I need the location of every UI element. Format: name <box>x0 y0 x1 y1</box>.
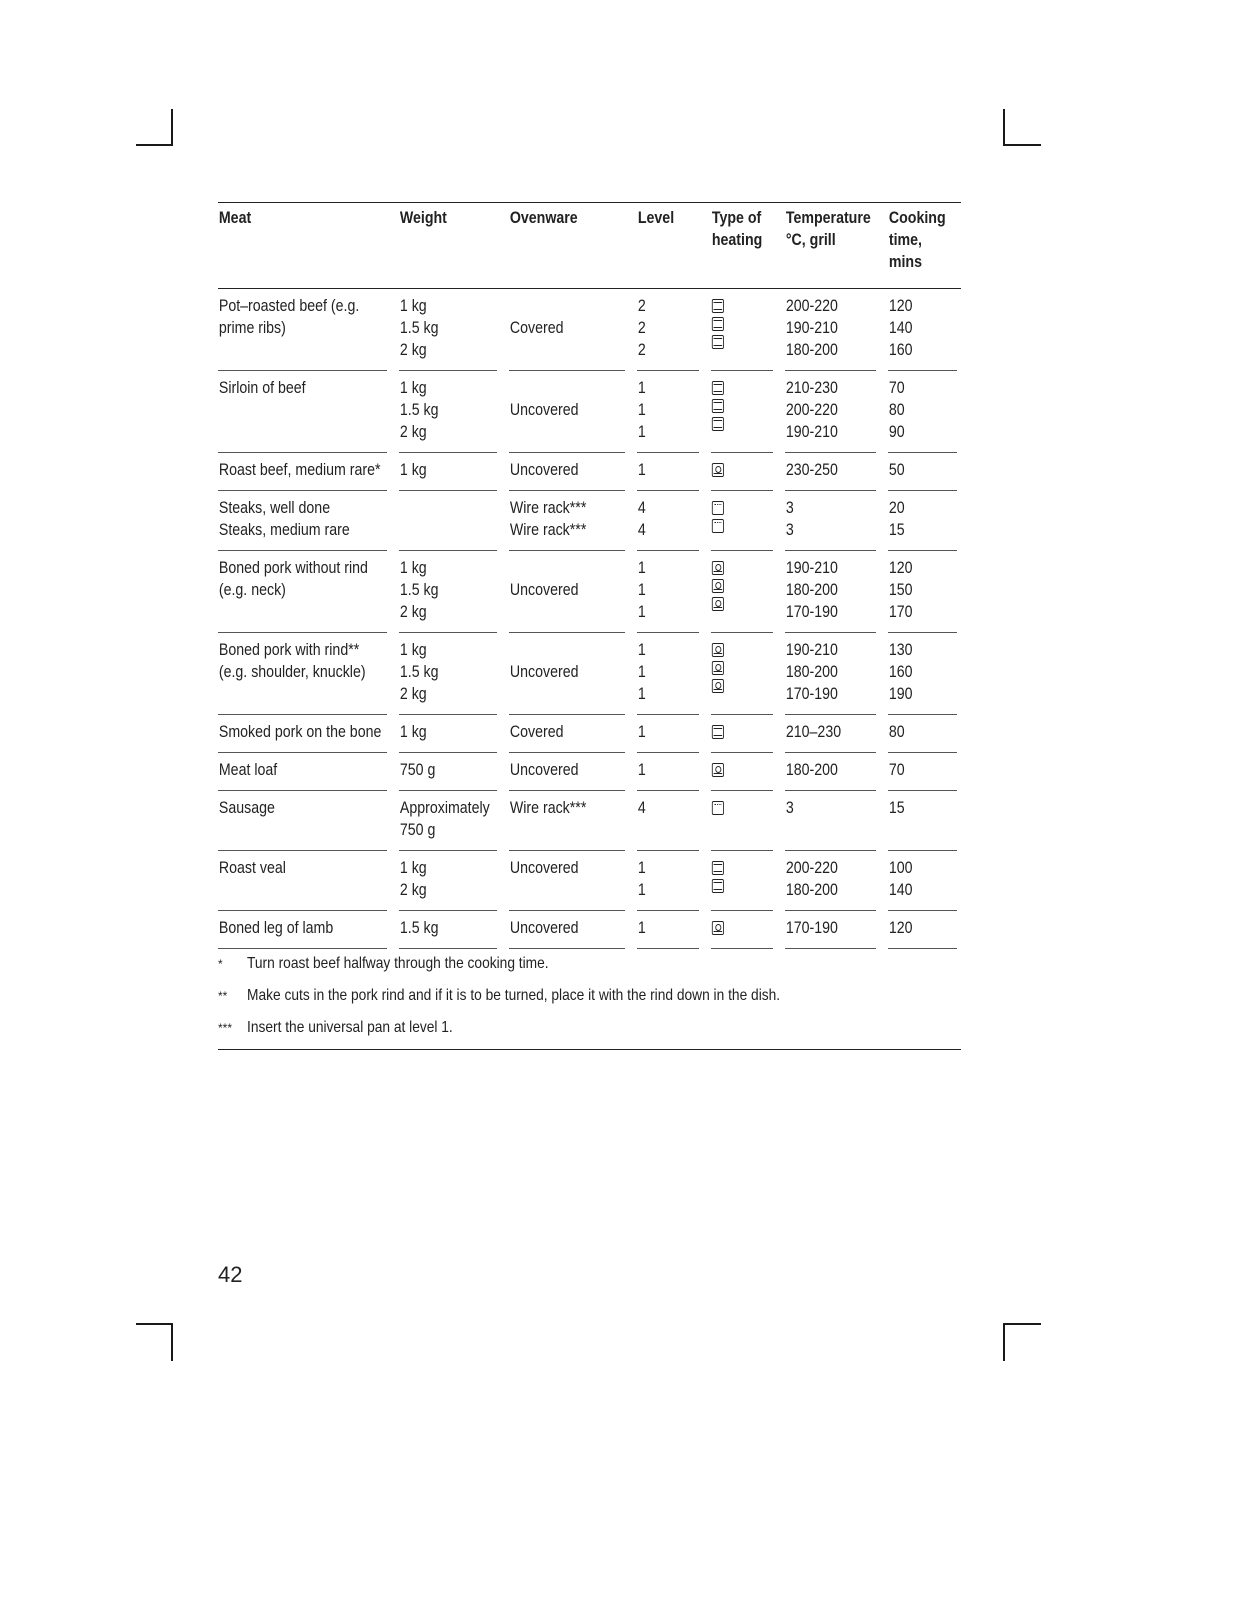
cell-text: 70 <box>888 761 905 779</box>
cell-text: 1 kg <box>399 297 427 315</box>
cell-text: Uncovered <box>509 859 579 877</box>
cell-meat <box>218 753 387 791</box>
cell-text: 170-190 <box>785 603 838 621</box>
cell-temperature <box>785 715 876 753</box>
table-row <box>218 551 961 633</box>
cell-text: Covered <box>509 319 564 337</box>
cell-heating <box>711 371 773 453</box>
footnotes <box>218 949 961 1049</box>
cell-text: 190 <box>888 685 913 703</box>
header-text: Level <box>637 209 675 227</box>
cell-ovenware <box>509 289 625 371</box>
cell-meat <box>218 715 387 753</box>
cell-text: 3 <box>785 499 794 517</box>
cell-text: 1.5 kg <box>399 581 439 599</box>
cell-ovenware <box>509 633 625 715</box>
cell-temperature <box>785 791 876 851</box>
cell-text: Wire rack*** <box>509 521 587 539</box>
cell-text: 2 kg <box>399 881 427 899</box>
cell-text <box>889 819 947 841</box>
cell-text: 1 kg <box>399 641 427 659</box>
cell-weight <box>399 453 497 491</box>
cell-weight <box>399 371 497 453</box>
cell-text: 180-200 <box>785 881 838 899</box>
cell-text: Roast beef, medium rare* <box>218 461 381 479</box>
cell-text: 4 <box>637 799 646 817</box>
cell-text: 100 <box>888 859 913 877</box>
cell-text: 120 <box>888 919 913 937</box>
top-bottom-heat-icon <box>712 861 724 875</box>
table-body <box>218 289 961 949</box>
cell-text <box>219 601 363 623</box>
crop-mark-bl-v <box>171 1323 173 1361</box>
top-bottom-heat-icon <box>712 299 724 313</box>
cell-text: 50 <box>888 461 905 479</box>
header-heating <box>711 203 773 288</box>
header-cooking-time <box>888 203 957 288</box>
cell-weight <box>399 551 497 633</box>
header-text: time, <box>888 231 922 249</box>
cell-text: 2 kg <box>399 685 427 703</box>
cell-level <box>637 753 699 791</box>
cell-text: 140 <box>888 881 913 899</box>
header-weight <box>399 203 497 288</box>
cell-level <box>637 791 699 851</box>
cell-level <box>637 633 699 715</box>
cell-temperature <box>785 753 876 791</box>
cell-ovenware <box>509 911 625 949</box>
cell-ovenware <box>509 491 625 551</box>
cell-text: 160 <box>888 663 913 681</box>
cell-text: 1 <box>637 919 646 937</box>
top-bottom-heat-icon <box>712 399 724 413</box>
cell-text: 120 <box>888 559 913 577</box>
cell-text <box>510 879 609 901</box>
cell-cooking-time <box>888 453 957 491</box>
cell-cooking-time <box>888 911 957 949</box>
cell-temperature <box>785 551 876 633</box>
cell-text: 90 <box>888 423 905 441</box>
header-text: Cooking <box>888 209 946 227</box>
cell-temperature <box>785 491 876 551</box>
cell-heating <box>711 633 773 715</box>
cell-heating <box>711 715 773 753</box>
cell-heating <box>711 791 773 851</box>
cell-text: Pot–roasted beef (e.g. <box>218 297 360 315</box>
table-header-row <box>218 203 961 289</box>
cell-text: 190-210 <box>785 559 838 577</box>
cell-text: 1.5 kg <box>399 663 439 681</box>
cell-text: Sausage <box>218 799 275 817</box>
top-bottom-heat-icon <box>712 381 724 395</box>
header-text: Type of <box>711 209 762 227</box>
table-row <box>218 491 961 551</box>
cell-weight <box>399 791 497 851</box>
cell-weight <box>399 715 497 753</box>
cell-text: Smoked pork on the bone <box>218 723 382 741</box>
cell-meat <box>218 551 387 633</box>
cell-weight <box>399 753 497 791</box>
cell-temperature <box>785 633 876 715</box>
cell-cooking-time <box>888 371 957 453</box>
cell-text: 1 <box>637 423 646 441</box>
fan-grill-icon <box>712 763 724 777</box>
meat-roasting-table <box>218 202 961 1050</box>
cell-cooking-time <box>888 551 957 633</box>
cell-text: 190-210 <box>785 423 838 441</box>
cell-text: 2 kg <box>399 603 427 621</box>
cell-text <box>219 879 363 901</box>
cell-ovenware <box>509 371 625 453</box>
header-text: mins <box>888 253 922 271</box>
cell-weight <box>399 633 497 715</box>
cell-ovenware <box>509 453 625 491</box>
cell-text: 2 kg <box>399 341 427 359</box>
cell-text: 120 <box>888 297 913 315</box>
cell-text: (e.g. neck) <box>218 581 286 599</box>
cell-text: 210-230 <box>785 379 838 397</box>
cell-level <box>637 911 699 949</box>
cell-meat <box>218 371 387 453</box>
cell-text: Meat loaf <box>218 761 278 779</box>
crop-mark-br-h <box>1003 1323 1041 1325</box>
header-meat <box>218 203 387 288</box>
header-temperature <box>785 203 876 288</box>
cell-text: 1.5 kg <box>399 401 439 419</box>
fan-grill-icon <box>712 463 724 477</box>
grill-icon <box>712 519 724 533</box>
cell-text: 180-200 <box>785 663 838 681</box>
crop-mark-tr-v <box>1003 109 1005 146</box>
crop-mark-tr-h <box>1003 144 1041 146</box>
cell-text: 20 <box>888 499 905 517</box>
table-row <box>218 911 961 949</box>
cell-text: 70 <box>888 379 905 397</box>
cell-text: Uncovered <box>509 401 579 419</box>
cell-level <box>637 715 699 753</box>
table-bottom-rule <box>218 1049 961 1050</box>
cell-meat <box>218 911 387 949</box>
top-bottom-heat-icon <box>712 879 724 893</box>
cell-text: 3 <box>785 799 794 817</box>
cell-text: 1 kg <box>399 461 427 479</box>
table-row <box>218 633 961 715</box>
cell-text: 180-200 <box>785 761 838 779</box>
header-text: Meat <box>218 209 252 227</box>
cell-text: 130 <box>888 641 913 659</box>
cell-text <box>510 819 609 841</box>
cell-ovenware <box>509 791 625 851</box>
crop-mark-br-v <box>1003 1323 1005 1361</box>
cell-text: 4 <box>637 521 646 539</box>
cell-text <box>510 601 609 623</box>
cell-text: 1.5 kg <box>399 319 439 337</box>
cell-heating <box>711 551 773 633</box>
table-row <box>218 289 961 371</box>
footnote-text: Make cuts in the pork rind and if it is to be turned, place it with the rind down in the dish. <box>247 987 781 1004</box>
cell-text: Wire rack*** <box>509 499 587 517</box>
cell-heating <box>711 453 773 491</box>
footnote-mark: * <box>218 957 223 971</box>
fan-grill-icon <box>712 921 724 935</box>
cell-text <box>219 421 363 443</box>
cell-text: Uncovered <box>509 761 579 779</box>
fan-grill-icon <box>712 561 724 575</box>
cell-heating <box>711 289 773 371</box>
cell-text: 80 <box>888 401 905 419</box>
cell-text: 1 <box>637 663 646 681</box>
cell-text: Boned pork without rind <box>218 559 368 577</box>
header-text: Temperature <box>785 209 871 227</box>
cell-ovenware <box>509 551 625 633</box>
header-ovenware <box>509 203 625 288</box>
top-bottom-heat-icon <box>712 417 724 431</box>
cell-level <box>637 289 699 371</box>
cell-text <box>400 519 483 541</box>
cell-text: (e.g. shoulder, knuckle) <box>218 663 366 681</box>
cell-meat <box>218 491 387 551</box>
grill-icon <box>712 801 724 815</box>
cell-text <box>510 421 609 443</box>
cell-text <box>786 819 863 841</box>
cell-text: 4 <box>637 499 646 517</box>
cell-text: 80 <box>888 723 905 741</box>
cell-heating <box>711 491 773 551</box>
cell-weight <box>399 491 497 551</box>
cell-temperature <box>785 453 876 491</box>
cell-cooking-time <box>888 791 957 851</box>
cell-weight <box>399 911 497 949</box>
cell-text: 1 <box>637 581 646 599</box>
cell-cooking-time <box>888 491 957 551</box>
cell-level <box>637 371 699 453</box>
cell-text <box>510 639 609 661</box>
cell-text <box>510 339 609 361</box>
top-bottom-heat-icon <box>712 725 724 739</box>
cell-text: Uncovered <box>509 461 579 479</box>
fan-grill-icon <box>712 579 724 593</box>
cell-weight <box>399 289 497 371</box>
cell-level <box>637 551 699 633</box>
table-row <box>218 453 961 491</box>
fan-grill-icon <box>712 597 724 611</box>
footnote <box>218 1017 961 1049</box>
cell-text: prime ribs) <box>218 319 286 337</box>
cell-text: 1 <box>637 603 646 621</box>
cell-cooking-time <box>888 633 957 715</box>
crop-mark-tl-v <box>171 109 173 146</box>
cell-text: Boned pork with rind** <box>218 641 360 659</box>
cell-text <box>219 819 363 841</box>
cell-text: 1 <box>637 881 646 899</box>
cell-text: 230-250 <box>785 461 838 479</box>
cell-text <box>219 399 363 421</box>
cell-heating <box>711 911 773 949</box>
cell-text: 1 <box>637 461 646 479</box>
cell-text: Uncovered <box>509 663 579 681</box>
top-bottom-heat-icon <box>712 335 724 349</box>
cell-text: 750 g <box>399 761 436 779</box>
fan-grill-icon <box>712 661 724 675</box>
cell-text: 1.5 kg <box>399 919 439 937</box>
cell-text: 1 <box>637 859 646 877</box>
cell-text: 1 <box>637 641 646 659</box>
cell-text: 3 <box>785 521 794 539</box>
cell-text <box>219 683 363 705</box>
cell-temperature <box>785 851 876 911</box>
cell-text: 1 kg <box>399 723 427 741</box>
cell-meat <box>218 289 387 371</box>
fan-grill-icon <box>712 679 724 693</box>
cell-text: 15 <box>888 799 905 817</box>
cell-level <box>637 453 699 491</box>
cell-cooking-time <box>888 289 957 371</box>
cell-text: 1 <box>637 559 646 577</box>
footnote <box>218 953 961 985</box>
cell-text: Uncovered <box>509 581 579 599</box>
footnote-mark: *** <box>218 1021 233 1035</box>
cell-text <box>510 683 609 705</box>
footnote-mark: ** <box>218 989 228 1003</box>
page-number: 42 <box>218 1262 243 1287</box>
cell-cooking-time <box>888 753 957 791</box>
cell-text: 200-220 <box>785 859 838 877</box>
table-row <box>218 715 961 753</box>
cell-text: Wire rack*** <box>509 799 587 817</box>
cell-text: 2 <box>637 297 646 315</box>
cell-text: 1 kg <box>399 859 427 877</box>
crop-mark-tl-h <box>136 144 173 146</box>
cell-text: 210–230 <box>785 723 842 741</box>
table-row <box>218 791 961 851</box>
cell-text: Roast veal <box>218 859 286 877</box>
cell-heating <box>711 753 773 791</box>
cell-temperature <box>785 911 876 949</box>
header-text: Weight <box>399 209 447 227</box>
cell-text <box>219 339 363 361</box>
cell-meat <box>218 453 387 491</box>
cell-ovenware <box>509 851 625 911</box>
header-text: heating <box>711 231 763 249</box>
cell-text: Boned leg of lamb <box>218 919 334 937</box>
cell-ovenware <box>509 753 625 791</box>
cell-text: 190-210 <box>785 641 838 659</box>
cell-text: 180-200 <box>785 581 838 599</box>
cell-text: 1 <box>637 401 646 419</box>
cell-heating <box>711 851 773 911</box>
cell-ovenware <box>509 715 625 753</box>
header-level <box>637 203 699 288</box>
cell-text: Steaks, well done <box>218 499 331 517</box>
cell-level <box>637 491 699 551</box>
table-row <box>218 851 961 911</box>
cell-text: Sirloin of beef <box>218 379 306 397</box>
cell-text: 180-200 <box>785 341 838 359</box>
footnote <box>218 985 961 1017</box>
cell-temperature <box>785 289 876 371</box>
cell-text: 2 <box>637 341 646 359</box>
cell-text: Covered <box>509 723 564 741</box>
crop-mark-bl-h <box>136 1323 173 1325</box>
cell-text <box>638 819 690 841</box>
cell-meat <box>218 633 387 715</box>
cell-meat <box>218 851 387 911</box>
cell-weight <box>399 851 497 911</box>
cell-text: 15 <box>888 521 905 539</box>
cell-text: 750 g <box>399 821 436 839</box>
cell-text: 1 <box>637 379 646 397</box>
cell-text: 170-190 <box>785 685 838 703</box>
cell-text: 200-220 <box>785 297 838 315</box>
table-row <box>218 371 961 453</box>
cell-text: 1 kg <box>399 379 427 397</box>
cell-text: 170-190 <box>785 919 838 937</box>
cell-level <box>637 851 699 911</box>
cell-text: Uncovered <box>509 919 579 937</box>
cell-text: 190-210 <box>785 319 838 337</box>
cell-text <box>510 557 609 579</box>
cell-meat <box>218 791 387 851</box>
top-bottom-heat-icon <box>712 317 724 331</box>
cell-text: Approximately <box>399 799 490 817</box>
footnote-text: Insert the universal pan at level 1. <box>247 1019 453 1036</box>
cell-text: Steaks, medium rare <box>218 521 350 539</box>
cell-text: 150 <box>888 581 913 599</box>
cell-text: 200-220 <box>785 401 838 419</box>
cell-cooking-time <box>888 715 957 753</box>
cell-text: 1 <box>637 685 646 703</box>
fan-grill-icon <box>712 643 724 657</box>
grill-icon <box>712 501 724 515</box>
header-text: Ovenware <box>509 209 578 227</box>
cell-temperature <box>785 371 876 453</box>
table-row <box>218 753 961 791</box>
cell-text: 1 kg <box>399 559 427 577</box>
cell-text: 2 kg <box>399 423 427 441</box>
footnote-text: Turn roast beef halfway through the cooking time. <box>247 955 549 972</box>
header-text: °C, grill <box>785 231 836 249</box>
cell-text: 160 <box>888 341 913 359</box>
cell-text: 170 <box>888 603 913 621</box>
cell-text: 140 <box>888 319 913 337</box>
cell-cooking-time <box>888 851 957 911</box>
cell-text <box>510 377 609 399</box>
cell-text <box>510 295 609 317</box>
cell-text <box>400 497 483 519</box>
cell-text: 1 <box>637 761 646 779</box>
cell-text: 1 <box>637 723 646 741</box>
cell-text: 2 <box>637 319 646 337</box>
